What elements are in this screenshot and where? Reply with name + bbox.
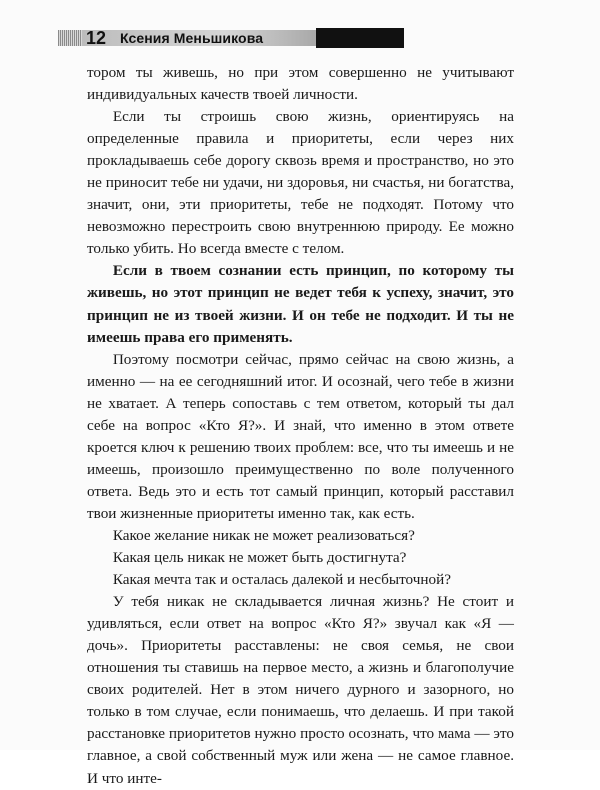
header-rule xyxy=(58,28,346,48)
paragraph: тором ты живешь, но при этом совершенно не учитывают индивидуальных качеств твоей личности. xyxy=(87,64,514,104)
question-line: Какое желание никак не может реализоваться? xyxy=(112,526,415,544)
paragraph: Если ты строишь свою жизнь, ориентируясь на определенные правила и приоритеты, если через них прокладываешь себе дорогу сквозь время и пространство, но это не приносит тебе ни удачи, ни здоровья, ни счастья, ни богатства, значит, они, эти приоритеты, тебе не подходят. Потому что невозможно перестроить свою внутреннюю природу. Ее можно только убить. Но всегда вместе с телом. xyxy=(87,108,514,258)
paragraph: Поэтому посмотри сейчас, прямо сейчас на свою жизнь, а именно — на ее сегодняшний итог. И осознай, чего тебе в жизни не хватает. А теперь сопоставь с тем ответом, который ты дал себе на вопрос «Кто Я?». И знай, что именно в этом ответе кроется ключ к решению твоих проблем: все, что ты имеешь и не имеешь, произошло преимущественно по воле полученного ответа. Ведь это и есть тот самый принцип, который расставил твои жизненные приоритеты именно так, как есть. xyxy=(87,350,514,522)
paragraph: У тебя никак не складывается личная жизнь? Не стоит и удивляться, если ответ на вопрос «Кто Я?» звучал как «Я — дочь». Приоритеты расставлены: не своя семья, не свои отношения ты ставишь на первое место, а жизнь и благополучие своих родителей. Нет в этом ничего дурного и зазорного, но только в том случае, если понимаешь, что делаешь. И при такой расстановке приоритетов нужно просто осознать, что мама — это главное, а свой собственный муж или жена — не самое главное. И что инте- xyxy=(87,593,514,787)
author-name: Ксения Меньшикова xyxy=(120,30,264,46)
question-line: Какая мечта так и осталась далекой и несбыточной? xyxy=(112,571,451,589)
question-line: Какая цель никак не может быть достигнута? xyxy=(112,549,407,567)
paragraph-bold: Если в твоем сознании есть принцип, по которому ты живешь, но этот принцип не ведет тебя к успеху, значит, это принцип не из твоей жизни. И он тебе не подходит. И ты не имеешь права его применять. xyxy=(87,262,514,346)
page-number: 12 xyxy=(86,28,107,48)
body-text xyxy=(87,62,514,790)
